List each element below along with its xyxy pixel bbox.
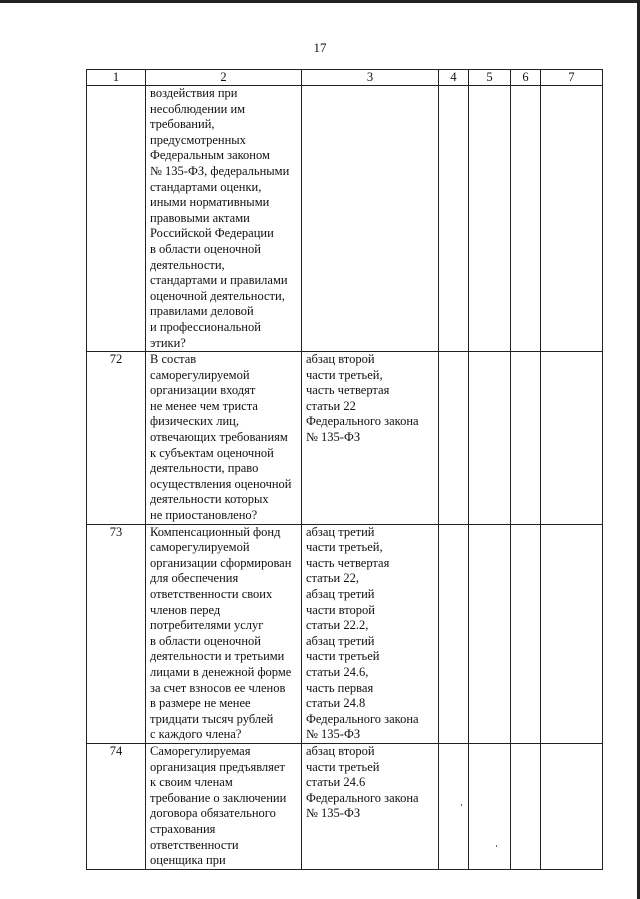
question-cell: Саморегулируемая организация предъявляет к своим членам требование о заключении договора обязательного страхования ответственности оценщика при xyxy=(146,743,302,869)
reference-cell xyxy=(302,86,439,352)
col-header-5: 5 xyxy=(469,70,511,86)
table-row xyxy=(87,524,603,743)
row-number: 74 xyxy=(87,743,146,869)
answer-cell xyxy=(439,352,469,525)
answer-cell xyxy=(469,86,511,352)
table-row xyxy=(87,743,603,869)
checklist-table xyxy=(86,69,603,870)
note-cell xyxy=(541,524,603,743)
note-cell xyxy=(541,352,603,525)
header-row xyxy=(87,70,603,86)
scan-speck xyxy=(496,845,497,847)
reference-cell: абзац второй части третьей, часть четвертая статьи 22 Федерального закона № 135-ФЗ xyxy=(302,352,439,525)
scan-edge-top xyxy=(0,0,640,3)
col-header-1: 1 xyxy=(87,70,146,86)
row-number: 73 xyxy=(87,524,146,743)
answer-cell xyxy=(469,743,511,869)
answer-cell xyxy=(511,524,541,743)
col-header-4: 4 xyxy=(439,70,469,86)
table-row xyxy=(87,352,603,525)
table-row xyxy=(87,86,603,352)
answer-cell xyxy=(469,352,511,525)
row-number: 72 xyxy=(87,352,146,525)
note-cell xyxy=(541,743,603,869)
answer-cell xyxy=(439,86,469,352)
question-cell: Компенсационный фонд саморегулируемой организации сформирован для обеспечения ответственности своих членов перед потребителями услуг в области оценочной деятельности и третьими лицами в денежной форме за счет взносов ее членов в размере не менее тридцати тысяч рублей с каждого члена? xyxy=(146,524,302,743)
col-header-7: 7 xyxy=(541,70,603,86)
answer-cell xyxy=(469,524,511,743)
answer-cell xyxy=(511,352,541,525)
scan-speck xyxy=(461,804,462,806)
question-cell: В состав саморегулируемой организации входят не менее чем триста физических лиц, отвечающих требованиям к субъектам оценочной деятельности, право осуществления оценочной деятельности которых не приостановлено? xyxy=(146,352,302,525)
reference-cell: абзац третий части третьей, часть четвертая статьи 22, абзац третий части второй статьи 22.2, абзац третий части третьей статьи 24.6, часть первая статьи 24.8 Федерального закона № 135-ФЗ xyxy=(302,524,439,743)
answer-cell xyxy=(439,524,469,743)
question-cell: воздействия при несоблюдении им требований, предусмотренных Федеральным законом № 135-ФЗ, федеральными стандартами оценки, иными нормативными правовыми актами Российской Федерации в области оценочной деятельности, стандартами и правилами оценочной деятельности, правилами деловой и профессиональной этики? xyxy=(146,86,302,352)
note-cell xyxy=(541,86,603,352)
answer-cell xyxy=(511,86,541,352)
col-header-3: 3 xyxy=(302,70,439,86)
col-header-6: 6 xyxy=(511,70,541,86)
answer-cell xyxy=(511,743,541,869)
answer-cell xyxy=(439,743,469,869)
reference-cell: абзац второй части третьей статьи 24.6 Федерального закона № 135-ФЗ xyxy=(302,743,439,869)
col-header-2: 2 xyxy=(146,70,302,86)
row-number xyxy=(87,86,146,352)
page-number: 17 xyxy=(313,40,327,55)
